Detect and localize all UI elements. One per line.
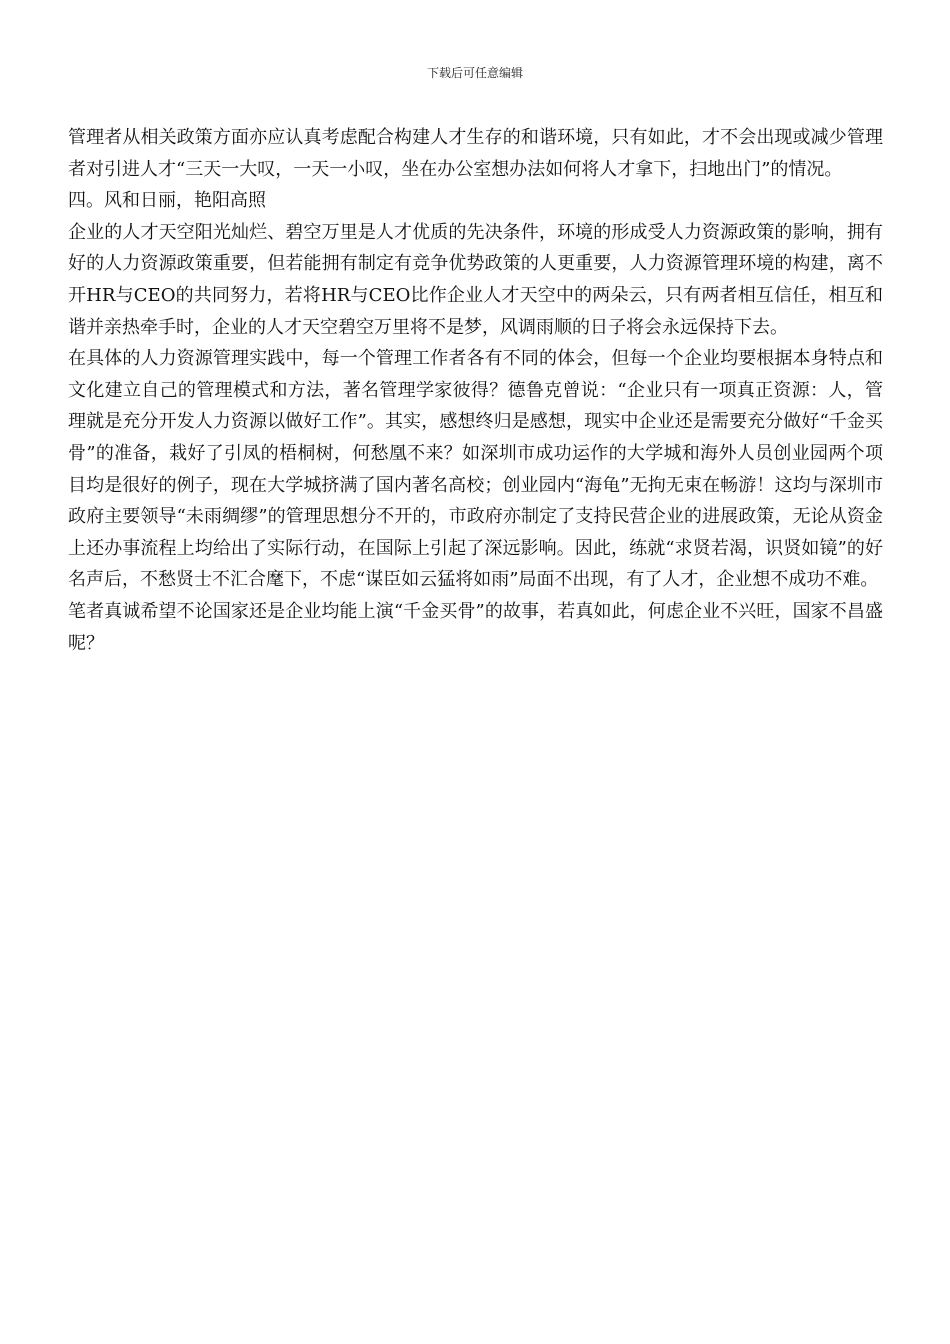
document-body [68,122,883,659]
section-heading-4: 四。风和日丽，艳阳高照 [68,190,266,212]
paragraph-2: 企业的人才天空阳光灿烂、碧空万里是人才优质的先决条件，环境的形成受人力资源政策的影响，拥有好的人力资源政策重要，但若能拥有制定有竞争优势政策的人更重要，人力资源管理环境的构建，离不开HR与CEO的共同努力，若将HR与CEO比作企业人才天空中的两朵云，只有两者相互信任，相互和谐并亲热牵手时，企业的人才天空碧空万里将不是梦，风调雨顺的日子将会永远保持下去。 [68,221,883,338]
paragraph-4: 笔者真诚希望不论国家还是企业均能上演“千金买骨”的故事，若真如此，何虑企业不兴旺，国家不昌盛呢？ [68,600,883,654]
paragraph-3: 在具体的人力资源管理实践中，每一个管理工作者各有不同的体会，但每一个企业均要根据本身特点和文化建立自己的管理模式和方法，著名管理学家彼得？德鲁克曾说：“企业只有一项真正资源：人，管理就是充分开发人力资源以做好工作”。其实，感想终归是感想，现实中企业还是需要充分做好“千金买骨”的准备，栽好了引凤的梧桐树，何愁凰不来？如深圳市成功运作的大学城和海外人员创业园两个项目均是很好的例子，现在大学城挤满了国内著名高校；创业园内“海龟”无拘无束在畅游！这均与深圳市政府主要领导“未雨绸缪”的管理思想分不开的，市政府亦制定了支持民营企业的进展政策，无论从资金上还办事流程上均给出了实际行动，在国际上引起了深远影响。因此，练就“求贤若渴，识贤如镜”的好名声后，不愁贤士不汇合麾下，不虑“谋臣如云猛将如雨”局面不出现，有了人才，企业想不成功不难。 [68,348,883,591]
paragraph-1: 管理者从相关政策方面亦应认真考虑配合构建人才生存的和谐环境，只有如此，才不会出现或减少管理者对引进人才“三天一大叹，一天一小叹，坐在办公室想办法如何将人才拿下，扫地出门”的情况。 [68,127,883,180]
page-header: 下载后可任意编辑 [426,66,523,80]
